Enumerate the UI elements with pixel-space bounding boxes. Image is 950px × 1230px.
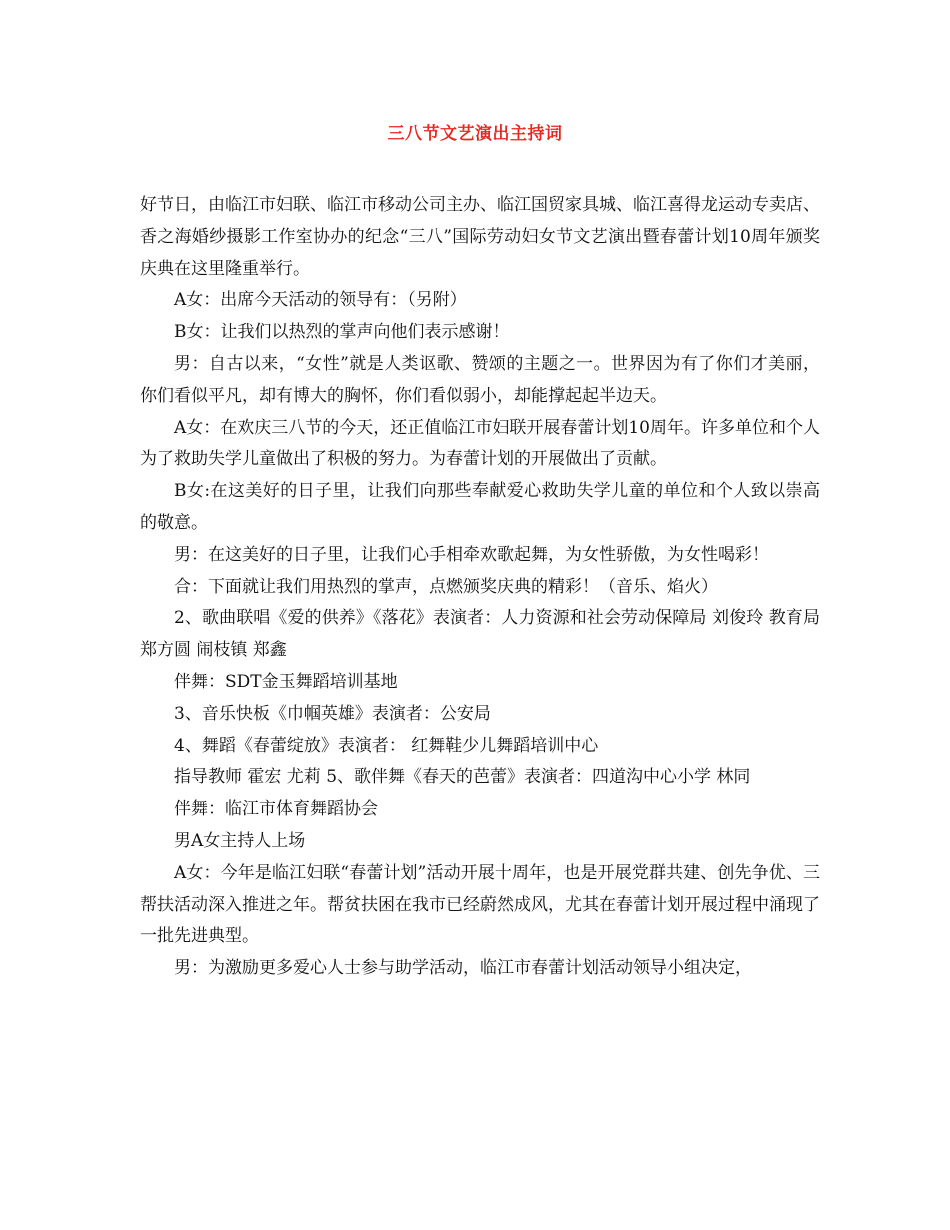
paragraph: B女:在这美好的日子里，让我们向那些奉献爱心救助失学儿童的单位和个人致以崇高的敬意。 (140, 481, 820, 533)
paragraph: 男A女主持人上场 (174, 830, 306, 851)
paragraph: B女：让我们以热烈的掌声向他们表示感谢！ (174, 322, 510, 343)
paragraph: 3、音乐快板《巾帼英雄》表演者：公安局 (174, 703, 491, 724)
document-title: 三八节文艺演出主持词 (387, 124, 563, 144)
paragraph: 男：在这美好的日子里，让我们心手相牵欢歌起舞，为女性骄傲，为女性喝彩！ (174, 544, 769, 565)
paragraph: 伴舞：SDT金玉舞蹈培训基地 (174, 671, 398, 692)
paragraph: A女：今年是临江妇联“春蕾计划”活动开展十周年，也是开展党群共建、创先争优、三帮扶活动深入推进之年。帮贫扶困在我市已经蔚然成风，尤其在春蕾计划开展过程中涌现了一批先进典型。 (140, 862, 820, 947)
document-body (140, 190, 820, 985)
paragraph: 合：下面就让我们用热烈的掌声，点燃颁奖庆典的精彩！（音乐、焰火） (174, 576, 718, 597)
paragraph: 男：为激励更多爱心人士参与助学活动，临江市春蕾计划活动领导小组决定， (174, 958, 752, 979)
paragraph: 男：自古以来，“女性”就是人类讴歌、赞颂的主题之一。世界因为有了你们才美丽，你们看似平凡，却有博大的胸怀，你们看似弱小，却能撑起起半边天。 (140, 353, 820, 406)
paragraph: 好节日，由临江市妇联、临江市移动公司主办、临江国贸家具城、临江喜得龙运动专卖店、香之海婚纱摄影工作室协办的纪念“三八”国际劳动妇女节文艺演出暨春蕾计划10周年颁奖庆典在这里隆重举行。 (140, 195, 820, 279)
paragraph: 2、歌曲联唱《爱的供养》《落花》表演者：人力资源和社会劳动保障局 刘俊玲 教育局郑方圆 闹枝镇 郑鑫 (140, 608, 820, 661)
paragraph: 伴舞：临江市体育舞蹈协会 (174, 799, 378, 820)
paragraph: 4、舞蹈《春蕾绽放》表演者： 红舞鞋少儿舞蹈培训中心 (174, 735, 599, 756)
paragraph: 指导教师 霍宏 尤莉 5、歌伴舞《春天的芭蕾》表演者：四道沟中心小学 林同 (174, 767, 751, 788)
paragraph: A女：在欢庆三八节的今天，还正值临江市妇联开展春蕾计划10周年。许多单位和个人为了救助失学儿童做出了积极的努力。为春蕾计划的开展做出了贡献。 (140, 417, 820, 470)
paragraph: A女：出席今天活动的领导有：（另附） (174, 290, 467, 311)
